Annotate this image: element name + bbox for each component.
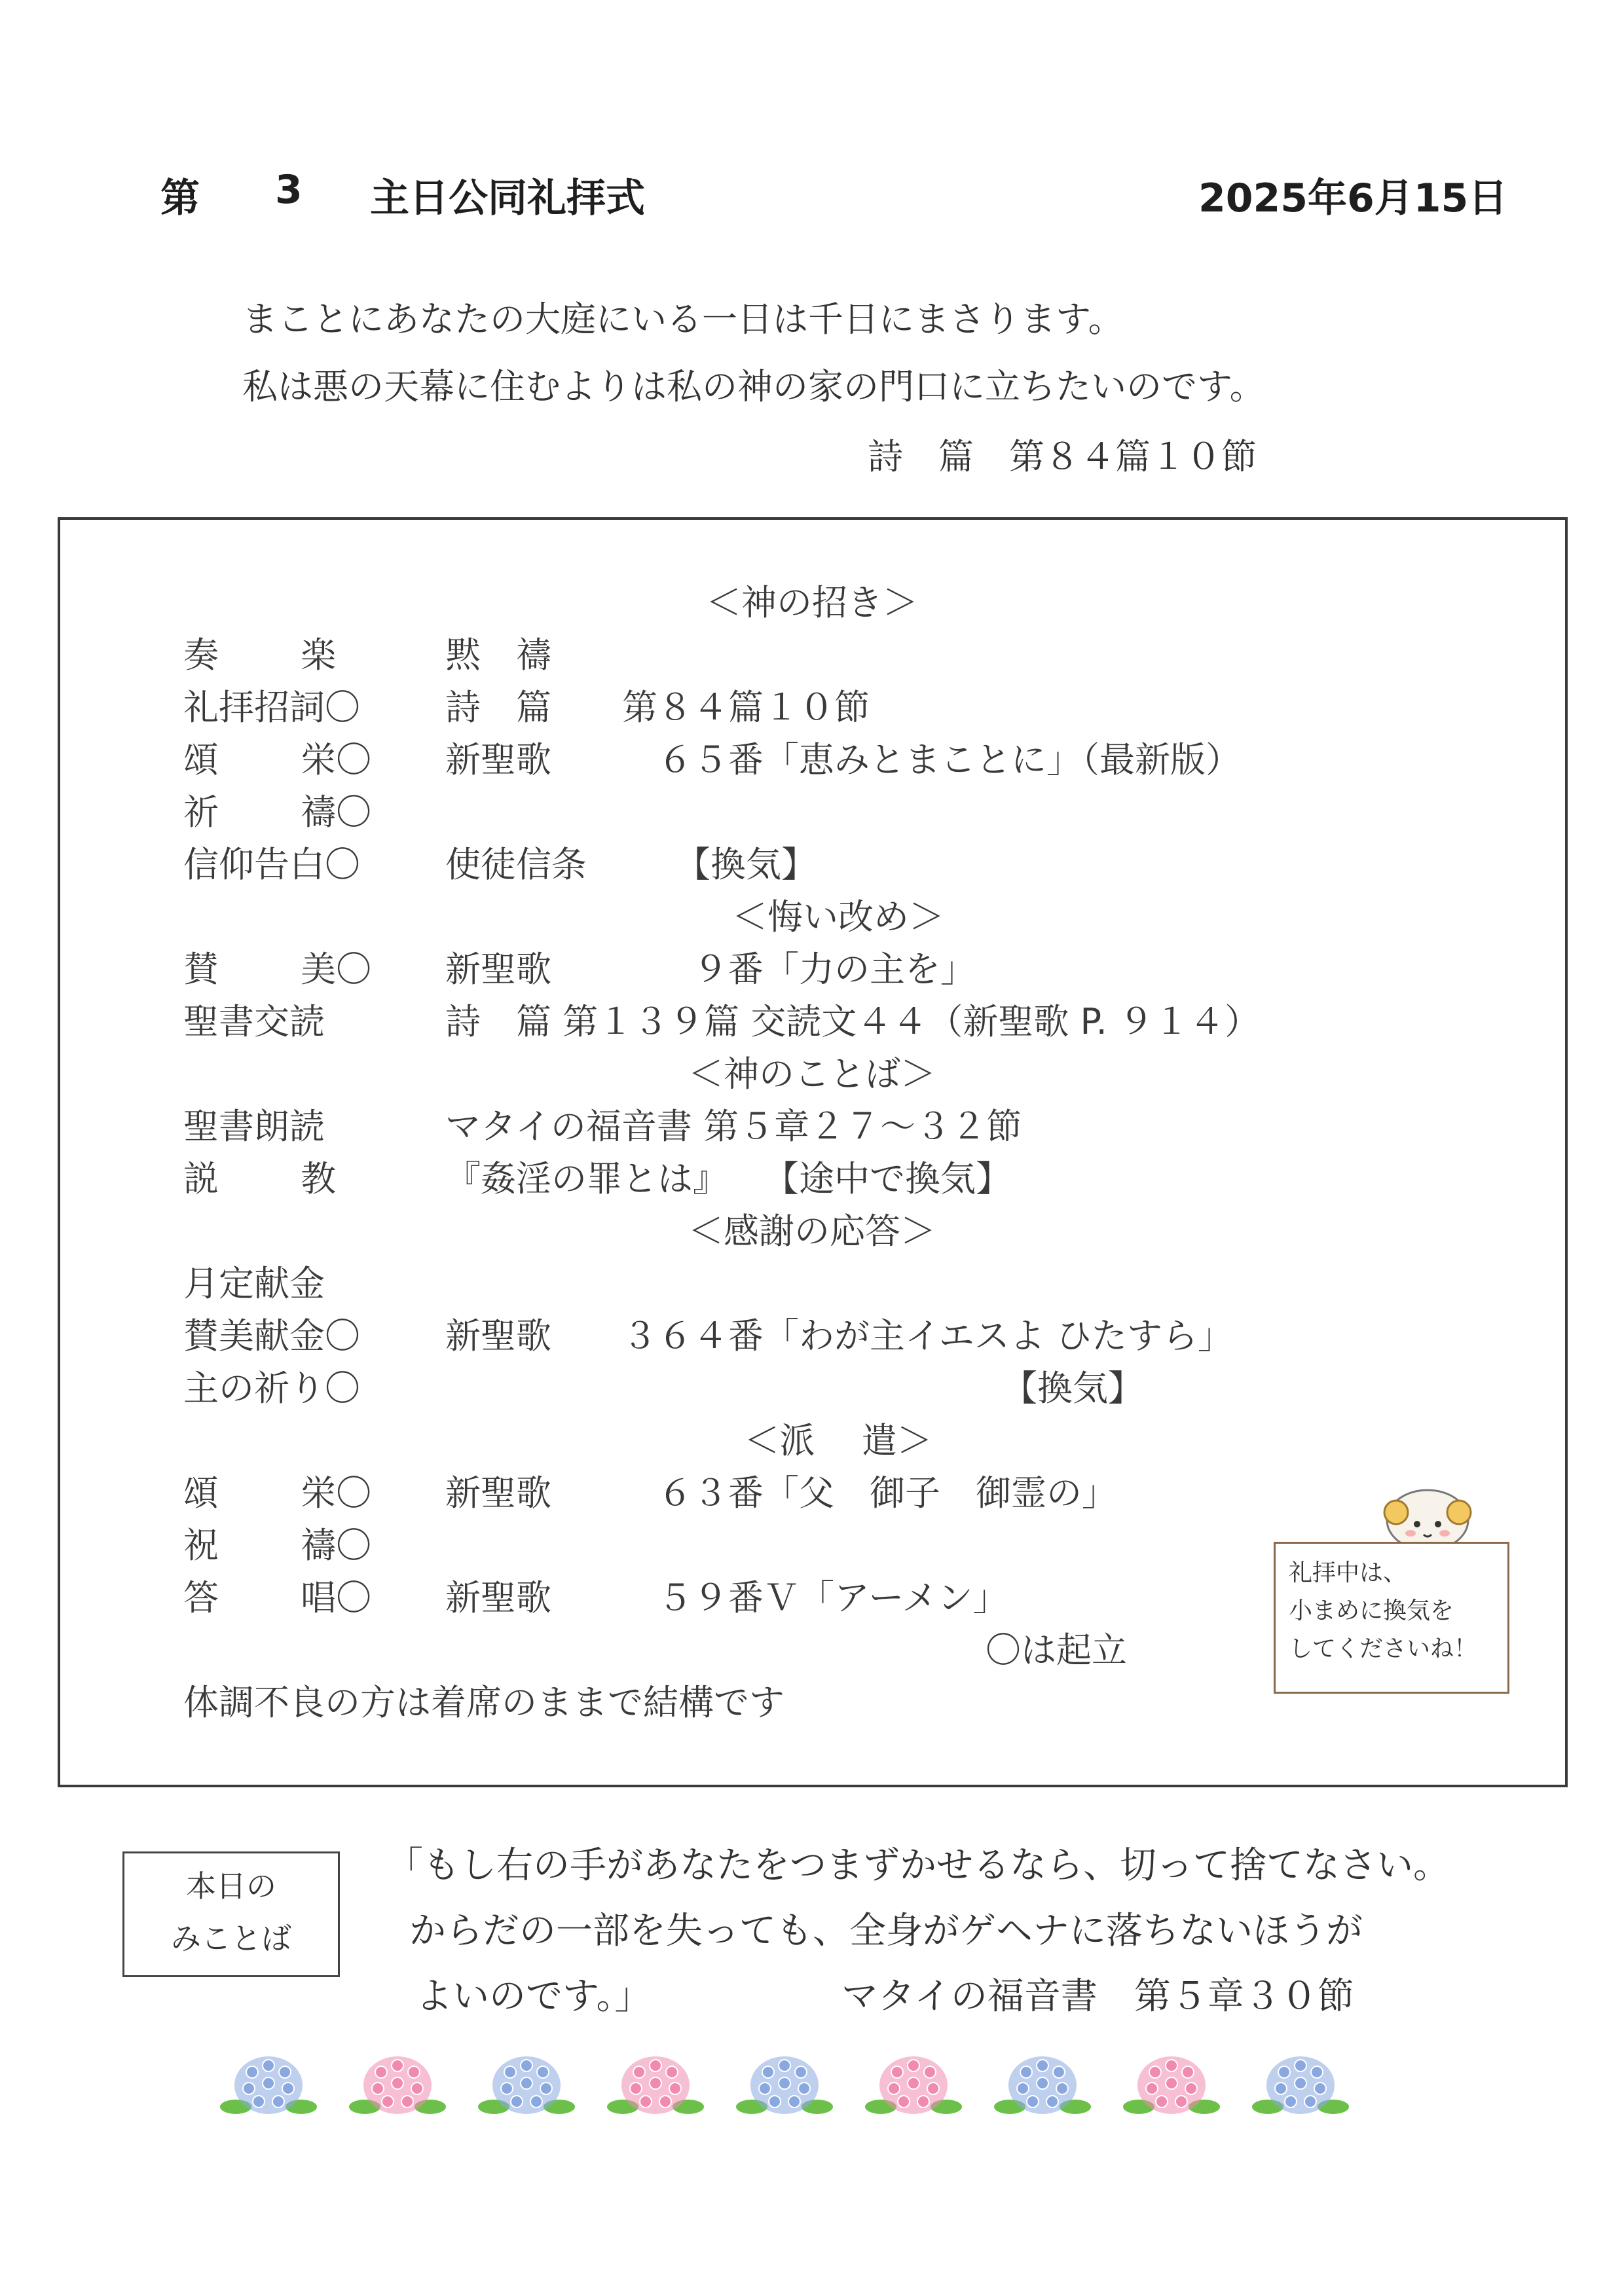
opening-verse-line1: まことにあなたの大庭にいる一日は千日にまさります。 bbox=[242, 299, 1124, 340]
floret bbox=[630, 2083, 642, 2094]
todays-word-label-line2: みことば bbox=[171, 1921, 291, 1956]
floret bbox=[1037, 2077, 1048, 2089]
floret bbox=[540, 2083, 552, 2094]
floret bbox=[375, 2066, 387, 2078]
floret bbox=[1017, 2083, 1029, 2094]
floret bbox=[891, 2066, 903, 2078]
todays-word-line3: よいのです。」 bbox=[416, 1975, 652, 2018]
floret bbox=[411, 2083, 423, 2094]
floret bbox=[1149, 2066, 1161, 2078]
floret bbox=[1275, 2083, 1287, 2094]
floret bbox=[798, 2083, 810, 2094]
floret bbox=[640, 2096, 652, 2107]
floret bbox=[530, 2096, 542, 2107]
floret bbox=[759, 2083, 771, 2094]
floret bbox=[898, 2096, 910, 2107]
hydrangea-icon bbox=[348, 2049, 447, 2121]
floret bbox=[501, 2083, 513, 2094]
floret bbox=[408, 2066, 420, 2078]
floret bbox=[246, 2066, 258, 2078]
hydrangea-icon bbox=[1122, 2049, 1221, 2121]
section-repentance: ＜悔い改め＞ bbox=[732, 896, 944, 938]
row-label: 聖書朗読 bbox=[183, 1106, 325, 1147]
service-number: 3 bbox=[275, 167, 303, 213]
todays-word-label-box bbox=[122, 1851, 340, 1977]
row-label: 説 教 bbox=[183, 1158, 337, 1199]
floret bbox=[1056, 2083, 1068, 2094]
row-label: 頌 栄〇 bbox=[183, 739, 372, 780]
row-content: 黙 禱 bbox=[445, 634, 551, 676]
floret bbox=[282, 2083, 294, 2094]
row-label: 聖書交読 bbox=[183, 1001, 325, 1042]
note-line2: 小まめに換気を bbox=[1289, 1597, 1454, 1624]
floret bbox=[769, 2096, 781, 2107]
hydrangea-icon bbox=[606, 2049, 705, 2121]
floret bbox=[1295, 2077, 1306, 2089]
floret bbox=[917, 2096, 929, 2107]
floret bbox=[779, 2060, 790, 2071]
row-label: 答 唱〇 bbox=[183, 1577, 372, 1618]
floret bbox=[372, 2083, 384, 2094]
service-number-prefix: 第 bbox=[160, 175, 200, 221]
standing-note: 〇は起立 bbox=[986, 1630, 1127, 1671]
floret bbox=[908, 2060, 919, 2071]
row-label: 頌 栄〇 bbox=[183, 1472, 372, 1514]
hydrangea-icon bbox=[219, 2049, 318, 2121]
floret bbox=[795, 2066, 807, 2078]
floret bbox=[1175, 2096, 1187, 2107]
floret bbox=[1020, 2066, 1032, 2078]
floret bbox=[788, 2096, 800, 2107]
floret bbox=[779, 2077, 790, 2089]
floret bbox=[272, 2096, 284, 2107]
floret bbox=[1304, 2096, 1316, 2107]
note-line1: 礼拝中は、 bbox=[1289, 1559, 1407, 1586]
row-label: 奏 楽 bbox=[183, 634, 337, 676]
row-content: 新聖歌 ５９番Ｖ「アーメン」 bbox=[445, 1577, 1008, 1618]
row-content: 新聖歌 ３６４番「わが主イエスよ ひたすら」 bbox=[445, 1315, 1234, 1357]
section-sending: ＜派 遣＞ bbox=[744, 1420, 932, 1461]
floret bbox=[511, 2096, 523, 2107]
floret bbox=[650, 2077, 661, 2089]
floret bbox=[888, 2083, 900, 2094]
floret bbox=[382, 2096, 394, 2107]
todays-word-line1: 「もし右の手があなたをつまずかせるなら、切って捨てなさい。 bbox=[386, 1844, 1450, 1887]
floret bbox=[1314, 2083, 1326, 2094]
hydrangea-icon bbox=[735, 2049, 834, 2121]
floret bbox=[762, 2066, 774, 2078]
floret bbox=[1278, 2066, 1290, 2078]
floret bbox=[1166, 2077, 1177, 2089]
floret bbox=[279, 2066, 291, 2078]
row-label: 信仰告白〇 bbox=[183, 844, 360, 885]
floret bbox=[1182, 2066, 1194, 2078]
floret bbox=[927, 2083, 939, 2094]
floret bbox=[650, 2060, 661, 2071]
row-label: 賛 美〇 bbox=[183, 949, 372, 990]
floret bbox=[669, 2083, 681, 2094]
floret bbox=[537, 2066, 549, 2078]
row-label: 祝 禱〇 bbox=[183, 1525, 372, 1566]
floret bbox=[1185, 2083, 1197, 2094]
floret bbox=[1166, 2060, 1177, 2071]
row-content: 詩 篇 第８４篇１０節 bbox=[445, 687, 870, 728]
floret bbox=[504, 2066, 516, 2078]
todays-word-reference: マタイの福音書 第５章３０節 bbox=[841, 1975, 1354, 2018]
row-content: 『姦淫の罪とは』 【途中で換気】 bbox=[445, 1158, 1011, 1199]
floret bbox=[666, 2066, 678, 2078]
prayer-ventilation-note: 【換気】 bbox=[1002, 1368, 1143, 1409]
floret bbox=[1285, 2096, 1297, 2107]
hydrangea-icon bbox=[1251, 2049, 1350, 2121]
floret bbox=[243, 2083, 255, 2094]
opening-verse-reference: 詩 篇 第８４篇１０節 bbox=[868, 436, 1257, 477]
row-content: 新聖歌 ９番「力の主を」 bbox=[445, 949, 976, 990]
opening-verse-line2: 私は悪の天幕に住むよりは私の神の家の門口に立ちたいのです。 bbox=[242, 366, 1265, 407]
floret bbox=[908, 2077, 919, 2089]
floret bbox=[1295, 2060, 1306, 2071]
row-content: 新聖歌 ６３番「父 御子 御霊の」 bbox=[445, 1472, 1117, 1514]
floret bbox=[924, 2066, 936, 2078]
floret bbox=[633, 2066, 645, 2078]
hydrangea-icon bbox=[477, 2049, 576, 2121]
row-label: 主の祈り〇 bbox=[183, 1368, 360, 1409]
ventilation-reminder-note bbox=[1274, 1542, 1509, 1694]
health-note: 体調不良の方は着席のままで結構です bbox=[183, 1682, 784, 1723]
service-title: 主日公同礼拝式 bbox=[370, 175, 645, 221]
row-label: 賛美献金〇 bbox=[183, 1315, 360, 1357]
note-line3: してくださいね！ bbox=[1289, 1635, 1478, 1662]
floret bbox=[1146, 2083, 1158, 2094]
row-label: 月定献金 bbox=[183, 1263, 325, 1304]
row-content: マタイの福音書 第５章２７～３２節 bbox=[445, 1106, 1022, 1147]
hydrangea-icon bbox=[864, 2049, 963, 2121]
row-content: 新聖歌 ６５番「恵みとまことに」（最新版） bbox=[445, 739, 1241, 780]
row-label: 祈 禱〇 bbox=[183, 792, 372, 833]
sheep-mascot-icon bbox=[1369, 1473, 1486, 1552]
row-label: 礼拝招詞〇 bbox=[183, 687, 360, 728]
floret bbox=[521, 2077, 532, 2089]
hydrangea-icon bbox=[993, 2049, 1092, 2121]
todays-word-label-line1: 本日の bbox=[186, 1868, 276, 1904]
floret bbox=[1037, 2060, 1048, 2071]
section-invitation: ＜神の招き＞ bbox=[706, 582, 918, 623]
floret bbox=[521, 2060, 532, 2071]
floret bbox=[263, 2060, 274, 2071]
section-thanks: ＜感謝の応答＞ bbox=[688, 1211, 936, 1252]
floret bbox=[1046, 2096, 1058, 2107]
row-content: 使徒信条 【換気】 bbox=[445, 844, 817, 885]
floret bbox=[401, 2096, 413, 2107]
todays-word-line2: からだの一部を失っても、全身がゲヘナに落ちないほうが bbox=[409, 1910, 1363, 1952]
floret bbox=[1311, 2066, 1323, 2078]
floret bbox=[392, 2060, 403, 2071]
floret bbox=[253, 2096, 265, 2107]
floret bbox=[1053, 2066, 1065, 2078]
row-content: 詩 篇 第１３９篇 交読文４４（新聖歌 P. ９１４） bbox=[445, 1001, 1260, 1042]
floret bbox=[1156, 2096, 1168, 2107]
floret bbox=[263, 2077, 274, 2089]
floret bbox=[392, 2077, 403, 2089]
floret bbox=[1027, 2096, 1039, 2107]
service-date: 2025年6月15日 bbox=[1198, 175, 1508, 221]
floret bbox=[659, 2096, 671, 2107]
section-word: ＜神のことば＞ bbox=[688, 1053, 936, 1095]
